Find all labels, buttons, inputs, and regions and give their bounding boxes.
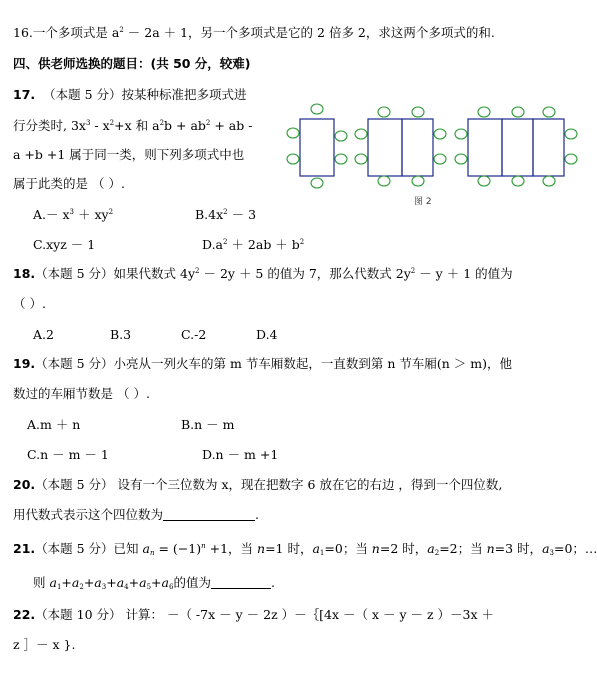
question-17-line-1: 17. （本题 5 分）按某种标准把多项式进	[13, 87, 247, 102]
chair	[512, 107, 524, 117]
option-b: B.3	[110, 327, 132, 342]
question-16: 16.一个多项式是 $a^2 - 2a + 1$，另一个多项式是它的 2 倍多 2，求这两个多项式的和.	[13, 25, 495, 40]
question-17-line-4: 属于此类的是 （ ）.	[13, 176, 125, 191]
question-21-line-1: 21.（本题 5 分）已知 $a_n = (-1)^n +1$，当 n=1 时，$a_1=0$；当 n=2 时，$a_2=2$；当 n=3 时，$a_3=0$；…	[13, 541, 597, 557]
question-number: 16.	[13, 25, 33, 40]
table-3b	[502, 119, 533, 176]
chair	[455, 154, 467, 164]
chair	[335, 131, 347, 141]
table-3c	[533, 119, 564, 176]
question-number: 18.	[13, 266, 36, 281]
chair	[565, 154, 577, 164]
chair	[412, 176, 424, 186]
chair	[543, 176, 555, 186]
option-c: C.n － m － 1	[27, 447, 109, 462]
question-18-line-1: 18.（本题 5 分）如果代数式 $4y^2 - 2y + 5$ 的值为 7，那么代数式 $2y^2 - y + 1$ 的值为	[13, 266, 513, 281]
answer-blank[interactable]	[211, 575, 271, 589]
chair	[335, 154, 347, 164]
question-19-line-1: 19.（本题 5 分）小亮从一列火车的第 m 节车厢数起，一直数到第 n 节车厢(n ＞ m)，他	[13, 356, 512, 371]
option-d: $D.a^2 + 2ab + b^2$	[202, 237, 305, 252]
table-3a	[468, 119, 502, 176]
question-17-line-2: 行分类时, $3x^3 - x^2+x$ 和 $a^2b + ab^2$ + ab -	[13, 118, 253, 133]
chair	[512, 176, 524, 186]
chair	[287, 128, 299, 138]
chair	[287, 154, 299, 164]
chair	[543, 107, 555, 117]
question-number: 21.	[13, 541, 36, 556]
figure-caption: 图 2	[414, 197, 432, 207]
question-number: 19.	[13, 356, 36, 371]
chair	[378, 107, 390, 117]
table-1	[300, 119, 334, 176]
chair	[355, 129, 367, 139]
chair	[355, 154, 367, 164]
option-d: D.4	[256, 327, 278, 342]
table-seating-figure	[286, 104, 582, 214]
option-b: B.n － m	[181, 417, 235, 432]
question-19-line-2: 数过的车厢节数是 （ ）.	[13, 386, 150, 401]
chair	[311, 178, 323, 188]
question-number: 17.	[13, 87, 36, 102]
table-2b	[402, 119, 433, 176]
chair	[565, 129, 577, 139]
chair	[434, 154, 446, 164]
question-20-line-1: 20.（本题 5 分） 设有一个三位数为 x，现在把数字 6 放在它的右边 ，得到一个四位数,	[13, 477, 503, 492]
option-b: $B.4x^2 - 3$	[195, 207, 257, 222]
option-c: C.xyz － 1	[33, 237, 96, 252]
chair	[412, 107, 424, 117]
option-a: A.m ＋ n	[27, 417, 81, 432]
question-20-line-2: 用代数式表示这个四位数为 .	[13, 507, 259, 522]
tables	[300, 119, 564, 176]
question-21-line-2: 则 $a_1+a_2+a_3+a_4+a_5+a_6$的值为 .	[33, 575, 275, 591]
question-18-line-2: （ ）.	[13, 296, 46, 311]
option-c: C.-2	[181, 327, 207, 342]
option-d: D.n － m +1	[202, 447, 279, 462]
question-number: 20.	[13, 477, 36, 492]
question-number: 22.	[13, 607, 36, 622]
table-2a	[368, 119, 402, 176]
chair	[455, 129, 467, 139]
question-22-line-2: z ］－ x }.	[13, 637, 76, 652]
chair	[478, 176, 490, 186]
answer-blank[interactable]	[163, 507, 255, 521]
option-a: $A.- x^3 + xy^2$	[33, 207, 114, 222]
option-a: A.2	[33, 327, 54, 342]
chair	[434, 129, 446, 139]
chair	[378, 176, 390, 186]
chair	[478, 107, 490, 117]
section-heading: 四、供老师选换的题目：(共 50 分，较难)	[13, 56, 251, 71]
question-22-line-1: 22.（本题 10 分） 计算： －（ -7x － y － 2z ）－｛[4x －（ x － y － z ）－3x ＋	[13, 607, 494, 622]
question-17-line-3: a +b +1 属于同一类，则下列多项式中也	[13, 147, 245, 162]
chair	[311, 104, 323, 114]
